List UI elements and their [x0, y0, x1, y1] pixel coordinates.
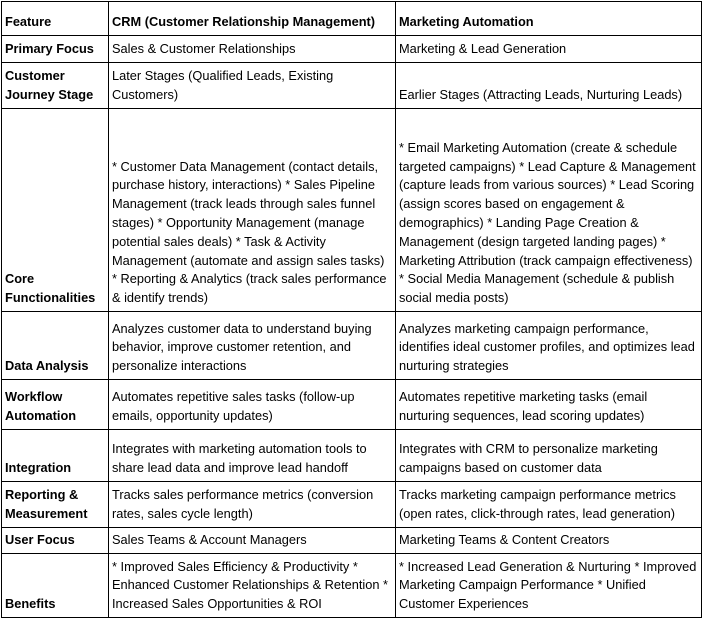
ma-cell: Marketing Teams & Content Creators	[396, 528, 702, 554]
feature-cell: Reporting & Measurement	[2, 482, 109, 528]
ma-cell: * Increased Lead Generation & Nurturing * Improved Marketing Campaign Performance * Unified Customer Experiences	[396, 554, 702, 618]
crm-cell: Later Stages (Qualified Leads, Existing Customers)	[109, 63, 396, 109]
feature-cell: Core Functionalities	[2, 109, 109, 312]
header-feature: Feature	[2, 2, 109, 36]
table-row	[2, 109, 702, 312]
table-row	[2, 528, 702, 554]
crm-cell: Analyzes customer data to understand buying behavior, improve customer retention, and personalize interactions	[109, 312, 396, 380]
crm-cell: Automates repetitive sales tasks (follow-up emails, opportunity updates)	[109, 380, 396, 430]
crm-cell: Tracks sales performance metrics (conversion rates, sales cycle length)	[109, 482, 396, 528]
crm-cell: Sales Teams & Account Managers	[109, 528, 396, 554]
feature-cell: Benefits	[2, 554, 109, 618]
crm-cell: * Improved Sales Efficiency & Productivity * Enhanced Customer Relationships & Retention * Increased Sales Opportunities & ROI	[109, 554, 396, 618]
crm-cell: Integrates with marketing automation tools to share lead data and improve lead handoff	[109, 430, 396, 482]
feature-cell: User Focus	[2, 528, 109, 554]
feature-cell: Data Analysis	[2, 312, 109, 380]
header-row	[2, 2, 702, 36]
table-row	[2, 36, 702, 63]
feature-cell: Primary Focus	[2, 36, 109, 63]
header-marketing-automation: Marketing Automation	[396, 2, 702, 36]
ma-cell: Tracks marketing campaign performance metrics (open rates, click-through rates, lead generation)	[396, 482, 702, 528]
table-row	[2, 380, 702, 430]
feature-cell: Integration	[2, 430, 109, 482]
feature-cell: Customer Journey Stage	[2, 63, 109, 109]
ma-cell: Earlier Stages (Attracting Leads, Nurturing Leads)	[396, 63, 702, 109]
table-row	[2, 430, 702, 482]
table-row	[2, 312, 702, 380]
ma-cell: Analyzes marketing campaign performance, identifies ideal customer profiles, and optimizes lead nurturing strategies	[396, 312, 702, 380]
table-row	[2, 63, 702, 109]
header-crm: CRM (Customer Relationship Management)	[109, 2, 396, 36]
crm-cell: * Customer Data Management (contact details, purchase history, interactions) * Sales Pipeline Management (track leads through sales funnel stages) * Opportunity Management (manage potential sales deals) * Task & Activity Management (automate and assign sales tasks) * Reporting & Analytics (track sales performance & identify trends)	[109, 109, 396, 312]
crm-cell: Sales & Customer Relationships	[109, 36, 396, 63]
ma-cell: Integrates with CRM to personalize marketing campaigns based on customer data	[396, 430, 702, 482]
table-row	[2, 554, 702, 618]
feature-cell: Workflow Automation	[2, 380, 109, 430]
ma-cell: Marketing & Lead Generation	[396, 36, 702, 63]
comparison-table	[1, 1, 702, 618]
ma-cell: Automates repetitive marketing tasks (email nurturing sequences, lead scoring updates)	[396, 380, 702, 430]
ma-cell: * Email Marketing Automation (create & schedule targeted campaigns) * Lead Capture & Management (capture leads from various sources) * Lead Scoring (assign scores based on engagement & demographics) * Landing Page Creation & Management (design targeted landing pages) * Marketing Attribution (track campaign effectiveness) * Social Media Management (schedule & publish social media posts)	[396, 109, 702, 312]
table-row	[2, 482, 702, 528]
